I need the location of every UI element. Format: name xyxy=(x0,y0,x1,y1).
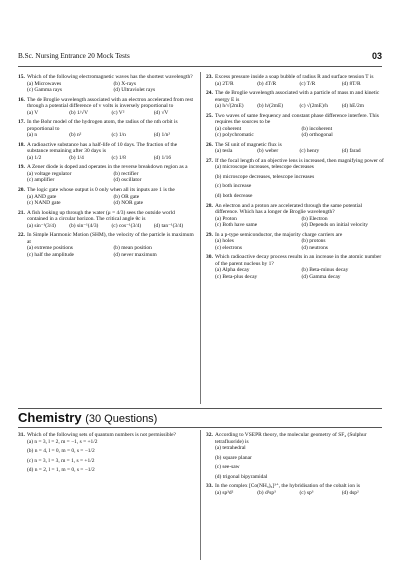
question-item xyxy=(206,113,384,139)
answer-option: (a) extreme positions xyxy=(27,245,73,252)
question-number: 27. xyxy=(206,157,213,164)
answer-option: (d) never maximum xyxy=(113,251,157,258)
question-item xyxy=(206,90,384,110)
answer-option: (a) coherent xyxy=(215,125,242,132)
option-list xyxy=(18,194,196,207)
section-heading xyxy=(18,408,382,428)
option-list xyxy=(206,148,384,155)
answer-option: (b) n = 4, l = 0, m = 0, s = −1/2 xyxy=(27,448,95,455)
question-item xyxy=(206,142,384,155)
option-list xyxy=(18,132,196,139)
question-item xyxy=(206,254,384,280)
question-number: 28. xyxy=(206,202,213,209)
answer-option: (a) tesla xyxy=(215,148,233,155)
question-item xyxy=(206,483,384,496)
option-list xyxy=(18,155,196,162)
question-number: 15. xyxy=(18,74,25,80)
answer-option: (d) tan⁻¹(3/4) xyxy=(153,222,184,229)
question-number: 21. xyxy=(18,209,25,216)
answer-option: (d) NOR gate xyxy=(113,200,144,207)
answer-option: (d) 8T/R xyxy=(341,80,361,87)
answer-option: (d) Depends on initial velocity xyxy=(301,222,368,229)
question-item xyxy=(18,432,196,474)
question-text: Which radioactive decay process results in an increase in the atomic number of the parent nucleus by 1? xyxy=(215,254,382,267)
answer-option: (d) oscillator xyxy=(113,177,142,184)
answer-option: (d) Ultraviolet rays xyxy=(113,87,156,94)
answer-option: (c) cos⁻¹(3/4) xyxy=(111,222,142,229)
question-number: 19. xyxy=(18,164,25,171)
answer-option: (c) Beta-plus decay xyxy=(215,273,258,280)
question-item xyxy=(18,142,196,162)
answer-option: (c) Gamma rays xyxy=(27,87,63,94)
option-list xyxy=(206,126,384,139)
question-item xyxy=(18,187,196,207)
answer-option: (a) 2T/R xyxy=(215,80,234,87)
question-number: 23. xyxy=(206,74,213,80)
answer-option: (c) see-saw xyxy=(215,464,240,471)
option-list xyxy=(18,81,196,94)
page-number: 03 xyxy=(371,51,382,61)
answer-option: (b) square planar xyxy=(215,454,252,461)
question-text: The logic gate whose output is 0 only when all its inputs are 1 is the xyxy=(27,186,175,193)
option-list xyxy=(206,490,384,497)
question-text: Two waves of same frequency and constant phase difference interfere. This requires the sources to be xyxy=(215,112,379,126)
answer-option: (b) rectifier xyxy=(113,170,139,177)
question-text: A radioactive substance has a half-life of 10 days. The fraction of the substance remaining after 30 days is xyxy=(27,141,178,155)
question-item xyxy=(206,232,384,252)
question-text: The de Broglie wavelength associated with a particle of mass m and kinetic energy E is xyxy=(215,90,380,103)
question-item xyxy=(206,74,384,87)
chem-left-column xyxy=(18,432,196,477)
column-divider xyxy=(200,72,201,404)
answer-option: (c) henry xyxy=(299,148,320,155)
question-number: 32. xyxy=(206,432,213,438)
answer-option: (a) Proton xyxy=(215,215,237,222)
answer-option: (c) amplifier xyxy=(27,177,55,184)
answer-option: (b) 1/√V xyxy=(69,109,89,116)
answer-option: (b) OR gate xyxy=(113,193,140,200)
question-number: 17. xyxy=(18,119,25,126)
answer-option: (d) trigonal bipyramidal xyxy=(215,473,268,480)
answer-option: (d) farad xyxy=(341,148,361,155)
option-list xyxy=(206,445,384,480)
answer-option: (d) n = 2, l = 1, m = 0, s = −1/2 xyxy=(27,467,95,474)
answer-option: (c) sp³ xyxy=(299,489,314,496)
question-number: 29. xyxy=(206,231,213,238)
answer-option: (d) 1/16 xyxy=(153,154,172,161)
question-item xyxy=(206,203,384,229)
question-number: 22. xyxy=(18,232,25,239)
section-title: Chemistry xyxy=(18,410,82,425)
answer-option: (b) sin⁻¹(4/3) xyxy=(69,222,99,229)
answer-option: (d) Gamma decay xyxy=(301,273,341,280)
page-header xyxy=(18,52,382,67)
question-text: A fish looking up through the water (μ = 4/3) sees the outside world contained in a circular horizon. The critical angle θc is xyxy=(27,209,175,223)
option-list xyxy=(206,103,384,110)
option-list xyxy=(206,216,384,229)
answer-option: (c) V² xyxy=(111,109,125,116)
answer-option: (c) NAND gate xyxy=(27,200,61,207)
question-item xyxy=(206,158,384,200)
answer-option: (d) both decrease xyxy=(215,192,253,199)
question-text: In a p-type semiconductor, the majority charge carriers are xyxy=(215,231,343,238)
answer-option: (c) T/R xyxy=(299,80,316,87)
question-text: If the focal length of an objective lens is increased, then magnifying power of xyxy=(215,157,384,164)
question-number: 18. xyxy=(18,141,25,148)
question-number: 16. xyxy=(18,96,25,103)
question-text: Which of the following electromagnetic waves has the shortest wavelength? xyxy=(27,74,193,80)
answer-option: (a) sp³d² xyxy=(215,489,234,496)
column-divider-chem xyxy=(200,430,201,560)
question-item xyxy=(18,74,196,94)
answer-option: (a) V xyxy=(27,109,39,116)
question-text: The SI unit of magnetic flux is xyxy=(215,141,282,148)
answer-option: (d) orthogonal xyxy=(301,132,333,139)
chem-right-column xyxy=(206,432,384,499)
answer-option: (a) h/√(2mE) xyxy=(215,103,244,110)
question-text: A Zener diode is doped and operates in the reverse breakdown region as a xyxy=(27,164,188,171)
question-item xyxy=(18,119,196,139)
answer-option: (b) Electron xyxy=(301,215,328,222)
answer-option: (b) 1/4 xyxy=(69,154,84,161)
answer-option: (b) n² xyxy=(69,132,82,139)
question-text: In Simple Harmonic Motion (SHM), the velocity of the particle is maximum at xyxy=(27,232,194,245)
answer-option: (d) hE/2m xyxy=(341,103,364,110)
answer-option: (b) h/(2mE) xyxy=(257,103,284,110)
answer-option: (c) half the amplitude xyxy=(27,251,74,258)
answer-option: (b) incoherent xyxy=(301,125,333,132)
answer-option: (a) n xyxy=(27,132,38,139)
answer-option: (a) holes xyxy=(215,238,234,245)
question-number: 26. xyxy=(206,141,213,148)
answer-option: (c) polychromatic xyxy=(215,132,254,139)
answer-option: (b) protons xyxy=(301,238,326,245)
answer-option: (c) electrons xyxy=(215,244,243,251)
answer-option: (b) weber xyxy=(257,148,279,155)
question-item xyxy=(206,432,384,480)
question-number: 31. xyxy=(18,432,25,438)
answer-option: (c) 1/8 xyxy=(111,154,126,161)
question-text: In the Bohr model of the hydrogen atom, the radius of the nth orbit is proportional to xyxy=(27,119,178,132)
answer-option: (a) n = 3, l = 2, m = −1, s = +1/2 xyxy=(27,438,98,445)
answer-option: (c) √(2mE)/h xyxy=(299,103,328,110)
section-subtitle: (30 Questions) xyxy=(85,413,158,425)
question-text: Excess pressure inside a soap bubble of radius R and surface tension T is xyxy=(215,74,374,80)
option-list xyxy=(18,439,196,474)
question-text: An electron and a proton are accelerated through the same potential difference. Which has a longer de Broglie wavelength? xyxy=(215,202,363,216)
question-number: 20. xyxy=(18,186,25,193)
question-item xyxy=(18,232,196,258)
question-text: The de Broglie wavelength associated with an electron accelerated from rest through a potential difference of v volts is inversely proportional to xyxy=(27,96,194,110)
answer-option: (b) mean position xyxy=(113,245,152,252)
answer-option: (b) d²sp³ xyxy=(257,489,276,496)
question-text: Which of the following sets of quantum numbers is not permissible? xyxy=(27,432,176,438)
answer-option: (a) tetrahedral xyxy=(215,445,246,452)
option-list xyxy=(18,245,196,258)
question-number: 25. xyxy=(206,112,213,119)
right-column xyxy=(206,74,384,283)
book-title: B.Sc. Nursing Entrance 20 Mock Tests xyxy=(18,52,130,60)
question-item xyxy=(18,164,196,184)
answer-option: (b) X-rays xyxy=(113,80,136,87)
answer-option: (a) sin⁻¹(3/4) xyxy=(27,222,56,229)
option-list xyxy=(18,223,196,230)
option-list xyxy=(18,110,196,117)
question-number: 30. xyxy=(206,254,213,261)
question-item xyxy=(18,210,196,230)
answer-option: (d) 1/n² xyxy=(153,132,171,139)
option-list xyxy=(206,238,384,251)
answer-option: (a) Alpha decay xyxy=(215,267,250,274)
answer-option: (d) dsp² xyxy=(341,489,359,496)
answer-option: (d) √V xyxy=(153,109,169,116)
question-text: In the complex [Co(NH₃)₆]³⁺, the hybridisation of the cobalt ion is xyxy=(215,483,360,490)
answer-option: (b) Beta-minus decay xyxy=(301,267,349,274)
answer-option: (a) microscope increases, telescope decreases xyxy=(215,164,314,171)
answer-option: (c) 1/n xyxy=(111,132,126,139)
answer-option: (c) Both have same xyxy=(215,222,258,229)
answer-option: (a) Microwaves xyxy=(27,80,62,87)
question-number: 24. xyxy=(206,90,213,97)
question-item xyxy=(18,97,196,117)
answer-option: (c) n = 3, l = 3, m = 1, s = +1/2 xyxy=(27,457,95,464)
option-list xyxy=(206,164,384,199)
answer-option: (b) 4T/R xyxy=(257,80,277,87)
answer-option: (c) both increase xyxy=(215,183,252,190)
answer-option: (a) voltage regulator xyxy=(27,170,72,177)
option-list xyxy=(206,81,384,88)
question-number: 33. xyxy=(206,483,213,490)
question-text: According to VSEPR theory, the molecular geometry of SF₄ (Sulphur tetrafluoride) is xyxy=(215,432,367,445)
answer-option: (b) microscope decreases, telescope increases xyxy=(215,173,315,180)
answer-option: (a) 1/2 xyxy=(27,154,42,161)
option-list xyxy=(18,171,196,184)
option-list xyxy=(206,267,384,280)
answer-option: (a) AND gate xyxy=(27,193,57,200)
answer-option: (d) neutrons xyxy=(301,244,328,251)
left-column xyxy=(18,74,196,261)
